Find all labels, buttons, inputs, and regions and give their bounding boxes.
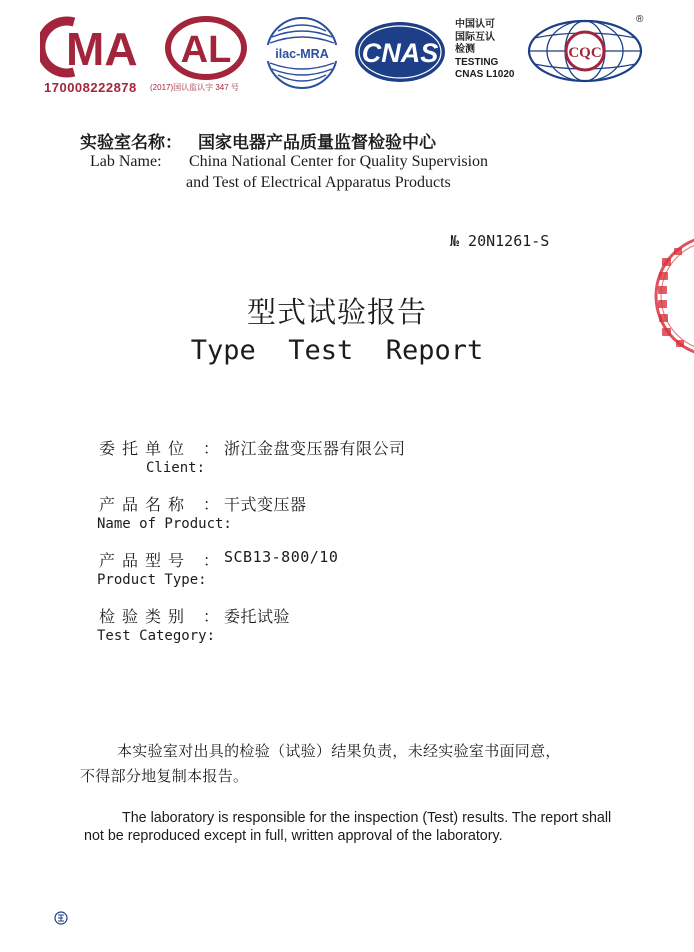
- notice-en-line1: The laboratory is responsible for the inspection (Test) results. The report shall: [122, 810, 612, 826]
- mutual-line: TESTING: [455, 56, 499, 68]
- cal-logo: [164, 16, 248, 80]
- client-value: 浙江金盘变压器有限公司: [224, 439, 406, 458]
- svg-text:CQC: CQC: [568, 45, 602, 61]
- ilac-mra-logo: [262, 15, 342, 91]
- test-category-value: 委托试验: [224, 607, 291, 626]
- lab-name-en-line1: China National Center for Quality Supervision: [189, 153, 489, 170]
- cal-certificate-number: (2017)国认监认字 347 号: [150, 83, 239, 92]
- field-label-cn: 委托单位: [99, 439, 192, 458]
- notice-cn-line1: 本实验室对出具的检验（试验）结果负责，未经实验室书面同意，: [117, 742, 561, 760]
- registered-mark: ®: [636, 14, 644, 25]
- svg-text:CNAS: CNAS: [361, 38, 439, 68]
- svg-text:ilac-MRA: ilac-MRA: [275, 47, 329, 61]
- field-label-en: Name of Product:: [97, 516, 232, 532]
- field-label-en: Test Category:: [97, 628, 216, 644]
- cnas-logo: [352, 18, 448, 84]
- product-name-value: 干式变压器: [224, 495, 307, 514]
- cma-logo: [40, 16, 152, 78]
- field-label-cn: 产品型号: [99, 551, 192, 570]
- report-title-en: Type Test Report: [190, 335, 484, 366]
- lab-name-cn: 国家电器产品质量监督检验中心: [198, 133, 436, 153]
- lab-name-en-line2: and Test of Electrical Apparatus Products: [186, 174, 451, 191]
- field-colon: ：: [203, 495, 220, 514]
- lab-name-cn-label: 实验室名称：: [80, 133, 182, 153]
- mutual-line: CNAS L1020: [455, 69, 515, 80]
- mutual-recognition-text: [455, 19, 514, 82]
- mutual-line: 检测: [455, 44, 475, 55]
- field-colon: ：: [203, 607, 220, 626]
- report-title-cn: 型式试验报告: [246, 295, 427, 329]
- product-type-value: SCB13-800/10: [224, 548, 339, 566]
- globe-logo: [526, 18, 644, 84]
- field-colon: ：: [203, 439, 220, 458]
- mutual-line: 中国认可: [455, 19, 495, 30]
- notice-cn-line2: 不得部分地复制本报告。: [80, 767, 249, 785]
- cma-certificate-number: 170008222878: [44, 80, 137, 95]
- svg-text:AL: AL: [180, 29, 232, 71]
- field-label-cn: 产品名称: [99, 495, 192, 514]
- mutual-line: 国际互认: [455, 31, 495, 43]
- field-colon: ：: [203, 551, 220, 570]
- footer-logo-icon: [54, 910, 68, 929]
- report-number: № 20N1261-S: [450, 232, 550, 250]
- lab-name-en-label: Lab Name:: [90, 153, 162, 170]
- field-label-cn: 检验类别: [99, 607, 192, 626]
- field-label-en: Product Type:: [97, 572, 207, 588]
- notice-en-line2: not be reproduced except in full, written approval of the laboratory.: [84, 828, 503, 844]
- field-label-en: Client:: [146, 460, 206, 476]
- svg-text:MA: MA: [66, 23, 138, 75]
